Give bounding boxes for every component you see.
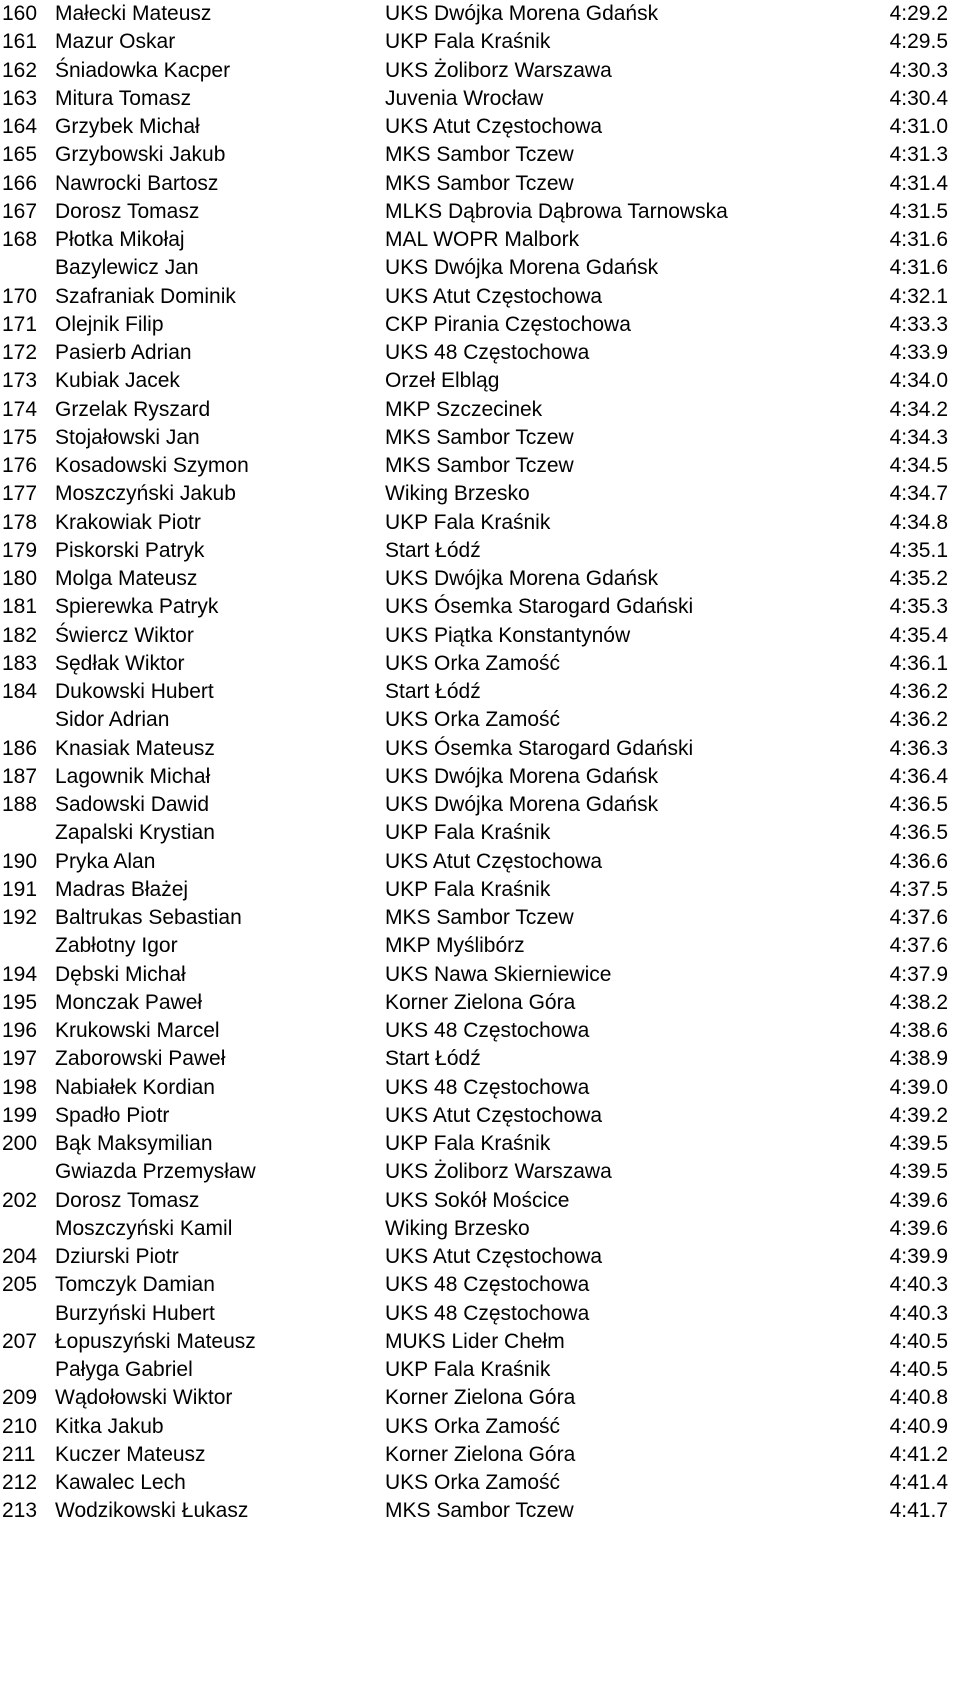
position-number: 178 — [2, 510, 38, 534]
result-row — [0, 932, 960, 960]
club-name: UKS Atut Częstochowa — [385, 849, 603, 873]
club-name: UKS Ósemka Starogard Gdański — [385, 595, 694, 619]
finish-time: 4:39.2 — [889, 1103, 948, 1127]
position-number: 173 — [2, 369, 38, 393]
competitor-name: Dziurski Piotr — [55, 1245, 179, 1268]
club-name: UKS 48 Częstochowa — [385, 1075, 590, 1099]
finish-time: 4:41.2 — [889, 1442, 948, 1466]
competitor-name: Moszczyński Kamil — [55, 1216, 233, 1240]
competitor-name: Burzyński Hubert — [55, 1301, 215, 1325]
club-name: UKS Atut Częstochowa — [385, 1245, 603, 1268]
position-number: 181 — [2, 595, 38, 619]
competitor-name: Sędłak Wiktor — [55, 651, 185, 675]
competitor-name: Sadowski Dawid — [55, 793, 210, 816]
position-number: 175 — [2, 425, 38, 449]
club-name: MKS Sambor Tczew — [385, 906, 574, 929]
competitor-name: Krukowski Marcel — [55, 1019, 220, 1042]
result-row — [0, 198, 960, 226]
position-number: 163 — [2, 86, 38, 110]
club-name: Wiking Brzesko — [385, 1216, 530, 1240]
result-row — [0, 1074, 960, 1102]
result-row — [0, 57, 960, 85]
club-name: UKS 48 Częstochowa — [385, 341, 590, 364]
competitor-name: Zabłotny Igor — [55, 934, 178, 958]
finish-time: 4:31.0 — [889, 115, 948, 138]
position-number: 196 — [2, 1019, 38, 1042]
position-number: 168 — [2, 228, 38, 251]
competitor-name: Kuczer Mateusz — [55, 1442, 206, 1466]
club-name: CKP Pirania Częstochowa — [385, 312, 631, 336]
competitor-name: Spierewka Patryk — [55, 595, 219, 619]
result-row — [0, 791, 960, 819]
position-number: 202 — [2, 1188, 38, 1212]
finish-time: 4:39.9 — [889, 1245, 948, 1268]
club-name: UKP Fala Kraśnik — [385, 877, 551, 901]
position-number: 198 — [2, 1075, 38, 1099]
club-name: UKS Orka Zamość — [385, 651, 561, 675]
result-row — [0, 622, 960, 650]
position-number: 194 — [2, 962, 38, 986]
finish-time: 4:31.3 — [889, 143, 948, 167]
result-row — [0, 876, 960, 904]
position-number: 190 — [2, 849, 38, 873]
result-row — [0, 1158, 960, 1186]
finish-time: 4:37.5 — [889, 877, 948, 901]
result-row — [0, 763, 960, 791]
finish-time: 4:36.5 — [889, 821, 948, 845]
result-row — [0, 735, 960, 763]
club-name: MKS Sambor Tczew — [385, 1499, 574, 1523]
result-row — [0, 1215, 960, 1243]
position-number: 180 — [2, 567, 38, 590]
competitor-name: Grzelak Ryszard — [55, 397, 211, 421]
competitor-name: Nabiałek Kordian — [55, 1075, 215, 1099]
club-name: UKS Dwójka Morena Gdańsk — [385, 2, 659, 25]
club-name: UKS 48 Częstochowa — [385, 1273, 590, 1297]
position-number: 200 — [2, 1132, 38, 1155]
position-number: 204 — [2, 1245, 38, 1268]
finish-time: 4:39.5 — [889, 1160, 948, 1184]
club-name: MAL WOPR Malbork — [385, 228, 580, 251]
competitor-name: Kitka Jakub — [55, 1414, 164, 1438]
club-name: MKP Myślibórz — [385, 934, 525, 958]
competitor-name: Lagownik Michał — [55, 764, 211, 788]
club-name: UKS Ósemka Starogard Gdański — [385, 736, 694, 760]
finish-time: 4:38.6 — [889, 1019, 948, 1042]
finish-time: 4:36.6 — [889, 849, 948, 873]
finish-time: 4:31.6 — [889, 256, 948, 280]
finish-time: 4:35.3 — [889, 595, 948, 619]
result-row — [0, 113, 960, 141]
finish-time: 4:30.3 — [889, 58, 948, 82]
competitor-name: Baltrukas Sebastian — [55, 906, 242, 929]
position-number: 209 — [2, 1386, 38, 1410]
competitor-name: Kubiak Jacek — [55, 369, 180, 393]
finish-time: 4:39.0 — [889, 1075, 948, 1099]
competitor-name: Knasiak Mateusz — [55, 736, 215, 760]
result-row — [0, 1328, 960, 1356]
finish-time: 4:34.3 — [889, 425, 948, 449]
position-number: 174 — [2, 397, 38, 421]
position-number: 211 — [2, 1442, 36, 1466]
competitor-name: Molga Mateusz — [55, 567, 198, 590]
competitor-name: Bazylewicz Jan — [55, 256, 199, 280]
finish-time: 4:36.1 — [889, 651, 948, 675]
position-number: 172 — [2, 341, 38, 364]
position-number: 197 — [2, 1047, 38, 1071]
result-row — [0, 989, 960, 1017]
position-number: 212 — [2, 1471, 38, 1494]
position-number: 195 — [2, 990, 38, 1014]
finish-time: 4:29.2 — [889, 2, 948, 25]
result-row — [0, 1413, 960, 1441]
finish-time: 4:39.6 — [889, 1188, 948, 1212]
result-row — [0, 1469, 960, 1497]
club-name: Korner Zielona Góra — [385, 1386, 576, 1410]
finish-time: 4:34.7 — [889, 482, 948, 506]
club-name: MUKS Lider Chełm — [385, 1329, 565, 1353]
competitor-name: Sidor Adrian — [55, 708, 170, 732]
competitor-name: Grzybek Michał — [55, 115, 200, 138]
competitor-name: Tomczyk Damian — [55, 1273, 215, 1297]
club-name: MKS Sambor Tczew — [385, 171, 574, 195]
club-name: Korner Zielona Góra — [385, 990, 576, 1014]
finish-time: 4:41.4 — [889, 1471, 948, 1494]
competitor-name: Monczak Paweł — [55, 990, 203, 1014]
competitor-name: Piskorski Patryk — [55, 538, 205, 562]
finish-time: 4:37.6 — [889, 906, 948, 929]
position-number: 179 — [2, 538, 38, 562]
club-name: UKP Fala Kraśnik — [385, 1132, 551, 1155]
result-row — [0, 509, 960, 537]
position-number: 191 — [2, 877, 38, 901]
result-row — [0, 254, 960, 282]
result-row — [0, 904, 960, 932]
result-row — [0, 367, 960, 395]
result-row — [0, 170, 960, 198]
club-name: UKP Fala Kraśnik — [385, 821, 551, 845]
position-number: 162 — [2, 58, 38, 82]
club-name: MKS Sambor Tczew — [385, 425, 574, 449]
club-name: UKS Atut Częstochowa — [385, 284, 603, 308]
position-number: 213 — [2, 1499, 38, 1523]
competitor-name: Zapalski Krystian — [55, 821, 215, 845]
position-number: 164 — [2, 115, 38, 138]
competitor-name: Bąk Maksymilian — [55, 1132, 213, 1155]
competitor-name: Dębski Michał — [55, 962, 186, 986]
finish-time: 4:36.2 — [889, 680, 948, 703]
position-number: 187 — [2, 764, 38, 788]
position-number: 199 — [2, 1103, 38, 1127]
position-number: 182 — [2, 623, 38, 647]
competitor-name: Wądołowski Wiktor — [55, 1386, 233, 1410]
position-number: 170 — [2, 284, 38, 308]
result-row — [0, 537, 960, 565]
position-number: 192 — [2, 906, 38, 929]
club-name: UKS Orka Zamość — [385, 1471, 561, 1494]
club-name: Start Łódź — [385, 538, 481, 562]
finish-time: 4:31.4 — [889, 171, 948, 195]
result-row — [0, 848, 960, 876]
finish-time: 4:36.2 — [889, 708, 948, 732]
finish-time: 4:35.1 — [889, 538, 948, 562]
competitor-name: Madras Błażej — [55, 877, 189, 901]
result-row — [0, 480, 960, 508]
club-name: UKS Atut Częstochowa — [385, 115, 603, 138]
competitor-name: Mitura Tomasz — [55, 86, 192, 110]
result-row — [0, 1130, 960, 1158]
result-row — [0, 650, 960, 678]
competitor-name: Szafraniak Dominik — [55, 284, 236, 308]
position-number: 167 — [2, 199, 38, 223]
result-row — [0, 1045, 960, 1073]
competitor-name: Nawrocki Bartosz — [55, 171, 219, 195]
result-row — [0, 1441, 960, 1469]
competitor-name: Kawalec Lech — [55, 1471, 186, 1494]
finish-time: 4:35.4 — [889, 623, 948, 647]
club-name: MLKS Dąbrovia Dąbrowa Tarnowska — [385, 199, 728, 223]
finish-time: 4:37.6 — [889, 934, 948, 958]
result-row — [0, 339, 960, 367]
result-row — [0, 85, 960, 113]
competitor-name: Małecki Mateusz — [55, 2, 212, 25]
position-number: 184 — [2, 680, 38, 703]
finish-time: 4:37.9 — [889, 962, 948, 986]
club-name: Juvenia Wrocław — [385, 86, 544, 110]
position-number: 165 — [2, 143, 38, 167]
finish-time: 4:36.3 — [889, 736, 948, 760]
finish-time: 4:39.6 — [889, 1216, 948, 1240]
club-name: UKS Żoliborz Warszawa — [385, 58, 612, 82]
finish-time: 4:32.1 — [889, 284, 948, 308]
competitor-name: Wodzikowski Łukasz — [55, 1499, 249, 1523]
position-number: 210 — [2, 1414, 38, 1438]
competitor-name: Grzybowski Jakub — [55, 143, 226, 167]
finish-time: 4:40.5 — [889, 1358, 948, 1381]
finish-time: 4:33.9 — [889, 341, 948, 364]
position-number: 205 — [2, 1273, 38, 1297]
club-name: UKS Piątka Konstantynów — [385, 623, 631, 647]
competitor-name: Krakowiak Piotr — [55, 510, 201, 534]
result-row — [0, 1497, 960, 1525]
club-name: UKS Atut Częstochowa — [385, 1103, 603, 1127]
result-row — [0, 678, 960, 706]
club-name: UKS 48 Częstochowa — [385, 1019, 590, 1042]
club-name: UKP Fala Kraśnik — [385, 510, 551, 534]
finish-time: 4:40.5 — [889, 1329, 948, 1353]
club-name: UKS Sokół Mościce — [385, 1188, 570, 1212]
finish-time: 4:34.8 — [889, 510, 948, 534]
finish-time: 4:36.5 — [889, 793, 948, 816]
result-row — [0, 396, 960, 424]
result-row — [0, 1271, 960, 1299]
finish-time: 4:30.4 — [889, 86, 948, 110]
club-name: MKP Szczecinek — [385, 397, 543, 421]
finish-time: 4:40.9 — [889, 1414, 948, 1438]
competitor-name: Świercz Wiktor — [55, 623, 194, 647]
club-name: UKS Orka Zamość — [385, 1414, 561, 1438]
finish-time: 4:39.5 — [889, 1132, 948, 1155]
result-row — [0, 1102, 960, 1130]
competitor-name: Dorosz Tomasz — [55, 199, 200, 223]
finish-time: 4:31.6 — [889, 228, 948, 251]
position-number: 177 — [2, 482, 38, 506]
finish-time: 4:40.8 — [889, 1386, 948, 1410]
position-number: 188 — [2, 793, 38, 816]
finish-time: 4:35.2 — [889, 567, 948, 590]
finish-time: 4:34.5 — [889, 454, 948, 477]
club-name: UKS 48 Częstochowa — [385, 1301, 590, 1325]
competitor-name: Pryka Alan — [55, 849, 156, 873]
competitor-name: Łopuszyński Mateusz — [55, 1329, 256, 1353]
competitor-name: Dukowski Hubert — [55, 680, 214, 703]
club-name: Korner Zielona Góra — [385, 1442, 576, 1466]
club-name: UKS Dwójka Morena Gdańsk — [385, 256, 659, 280]
club-name: MKS Sambor Tczew — [385, 143, 574, 167]
club-name: MKS Sambor Tczew — [385, 454, 574, 477]
club-name: UKS Nawa Skierniewice — [385, 962, 612, 986]
result-row — [0, 706, 960, 734]
result-row — [0, 1187, 960, 1215]
result-row — [0, 424, 960, 452]
result-row — [0, 141, 960, 169]
result-row — [0, 961, 960, 989]
competitor-name: Olejnik Filip — [55, 312, 164, 336]
club-name: Wiking Brzesko — [385, 482, 530, 506]
finish-time: 4:38.9 — [889, 1047, 948, 1071]
finish-time: 4:34.0 — [889, 369, 948, 393]
position-number: 160 — [2, 2, 38, 25]
finish-time: 4:41.7 — [889, 1499, 948, 1523]
finish-time: 4:40.3 — [889, 1273, 948, 1297]
position-number: 161 — [2, 30, 38, 54]
competitor-name: Pasierb Adrian — [55, 341, 192, 364]
finish-time: 4:31.5 — [889, 199, 948, 223]
competitor-name: Stojałowski Jan — [55, 425, 200, 449]
finish-time: 4:38.2 — [889, 990, 948, 1014]
competitor-name: Zaborowski Paweł — [55, 1047, 226, 1071]
position-number: 171 — [2, 312, 38, 336]
competitor-name: Kosadowski Szymon — [55, 454, 249, 477]
position-number: 166 — [2, 171, 38, 195]
competitor-name: Mazur Oskar — [55, 30, 176, 54]
result-row — [0, 1243, 960, 1271]
result-row — [0, 819, 960, 847]
result-row — [0, 28, 960, 56]
competitor-name: Śniadowka Kacper — [55, 58, 231, 82]
result-row — [0, 565, 960, 593]
position-number: 186 — [2, 736, 38, 760]
result-row — [0, 0, 960, 28]
finish-time: 4:40.3 — [889, 1301, 948, 1325]
finish-time: 4:34.2 — [889, 397, 948, 421]
result-row — [0, 311, 960, 339]
result-row — [0, 1356, 960, 1384]
club-name: UKS Dwójka Morena Gdańsk — [385, 793, 659, 816]
result-row — [0, 1300, 960, 1328]
club-name: UKS Żoliborz Warszawa — [385, 1160, 612, 1184]
club-name: UKS Dwójka Morena Gdańsk — [385, 764, 659, 788]
finish-time: 4:33.3 — [889, 312, 948, 336]
club-name: UKP Fala Kraśnik — [385, 1358, 551, 1381]
result-row — [0, 593, 960, 621]
competitor-name: Dorosz Tomasz — [55, 1188, 200, 1212]
competitor-name: Gwiazda Przemysław — [55, 1160, 256, 1184]
club-name: Start Łódź — [385, 1047, 481, 1071]
finish-time: 4:36.4 — [889, 764, 948, 788]
position-number: 176 — [2, 454, 38, 477]
competitor-name: Płotka Mikołaj — [55, 228, 185, 251]
result-row — [0, 283, 960, 311]
result-row — [0, 452, 960, 480]
result-row — [0, 1384, 960, 1412]
club-name: UKS Dwójka Morena Gdańsk — [385, 567, 659, 590]
position-number: 183 — [2, 651, 38, 675]
competitor-name: Spadło Piotr — [55, 1103, 170, 1127]
club-name: Start Łódź — [385, 680, 481, 703]
club-name: UKS Orka Zamość — [385, 708, 561, 732]
finish-time: 4:29.5 — [889, 30, 948, 54]
club-name: UKP Fala Kraśnik — [385, 30, 551, 54]
club-name: Orzeł Elbląg — [385, 369, 500, 393]
competitor-name: Moszczyński Jakub — [55, 482, 236, 506]
competitor-name: Pałyga Gabriel — [55, 1358, 193, 1381]
result-row — [0, 1017, 960, 1045]
position-number: 207 — [2, 1329, 38, 1353]
result-row — [0, 226, 960, 254]
